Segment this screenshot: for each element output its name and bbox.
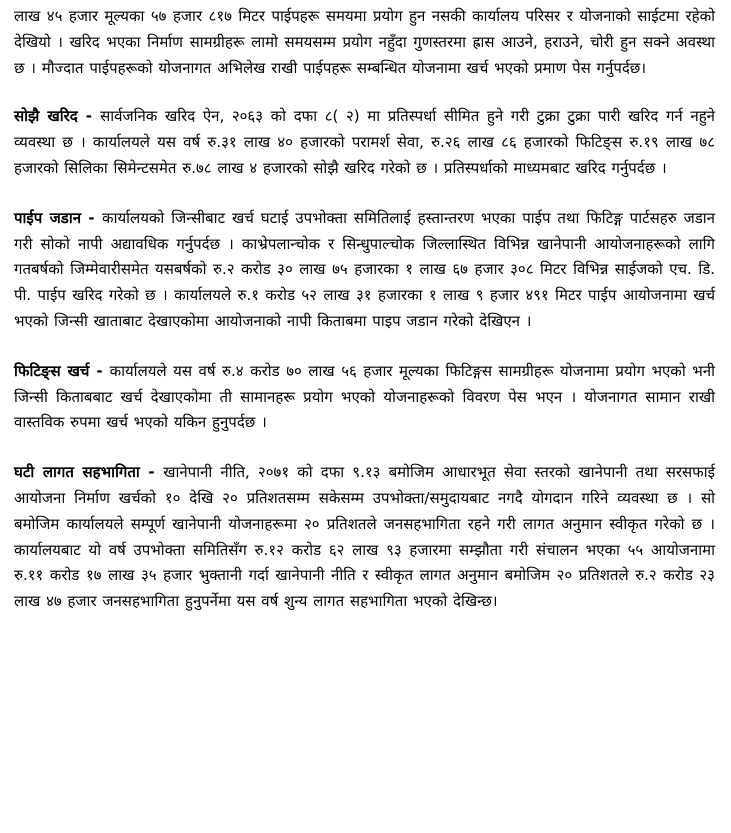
section-heading: सोझै खरिद [14, 107, 78, 126]
paragraph-pipe-inventory [14, 4, 715, 81]
heading-separator: - [89, 361, 110, 380]
heading-separator: - [81, 208, 103, 227]
heading-separator: - [139, 463, 164, 482]
paragraph-pipe-installation [14, 206, 715, 335]
paragraph-fittings-expense [14, 359, 715, 436]
section-heading: घटी लागत सहभागिता [14, 463, 140, 482]
paragraph-text: लाख ४५ हजार मूल्यका ५७ हजार ८१७ मिटर पाईपहरू समयमा प्रयोग हुन नसकी कार्यालय परिसर र योजनाको साईटमा रहेको देखियो । खरिद भएका निर्माण सामग्रीहरू लामो समयसम्म प्रयोग नहुँदा गुणस्तरमा ह्रास आउने, हराउने, चोरी हुन सक्ने अवस्था छ । मौज्दात पाईपहरूको योजनागत अभिलेख राखी पाईपहरू सम्बन्धित योजनामा खर्च भएको प्रमाण पेस गर्नुपर्दछ। [14, 7, 715, 77]
section-heading: फिटिङ्स खर्च [14, 361, 90, 380]
paragraph-text: सार्वजनिक खरिद ऐन, २०६३ को दफा ८( २) मा प्रतिस्पर्धा सीमित हुने गरी टुक्रा टुक्रा पारी खरिद गर्न नहुने व्यवस्था छ । कार्यालयले यस वर्ष रु.३१ लाख ४० हजारको परामर्श सेवा, रु.२६ लाख ८६ हजारको फिटिङ्स रु.१९ लाख ७८ हजारको सिलिका सिमेन्टसमेत रु.७८ लाख ४ हजारको सोझै खरिद गरेको छ । प्रतिस्पर्धाको माध्यमबाट खरिद गर्नुपर्दछ । [14, 107, 715, 177]
paragraph-text: कार्यालयको जिन्सीबाट खर्च घटाई उपभोक्ता समितिलाई हस्तान्तरण भएका पाईप तथा फिटिङ्ग पार्टसहरु जडान गरी सोको नापी अद्यावधिक गर्नुपर्दछ । काभ्रेपलान्चोक र सिन्धुपाल्चोक जिल्लास्थित विभिन्न खानेपानी आयोजनाहरूको लागि गतबर्षको जिम्मेवारीसमेत यसबर्षको रु.२ करोड ३० लाख ७५ हजारका १ लाख ६७ हजार ३०८ मिटर विभिन्न साईजको एच. डि. पी. पाईप खरिद गरेको छ । कार्यालयले रु.१ करोड ५२ लाख ३१ हजारका १ लाख ९ हजार ४९१ मिटर पाईप आयोजनामा खर्च भएको जिन्सी खाताबाट देखाएकोमा आयोजनाको नापी किताबमा पाइप जडान गरेको देखिएन । [14, 208, 715, 330]
section-heading: पाईप जडान [14, 208, 82, 227]
heading-separator: - [77, 107, 101, 126]
paragraph-text: कार्यालयले यस वर्ष रु.४ करोड ७० लाख ५६ हजार मूल्यका फिटिङ्गस सामग्रीहरू योजनामा प्रयोग भएको भनी जिन्सी किताबबाट खर्च देखाएकोमा ती सामानहरू प्रयोग भएको योजनाहरूको विवरण पेस भएन । योजनागत सामान राखी वास्तविक रुपमा खर्च भएको यकिन हुनुपर्दछ । [14, 361, 715, 432]
paragraph-text: खानेपानी नीति, २०७१ को दफा ९.१३ बमोजिम आधारभूत सेवा स्तरको खानेपानी तथा सरसफाई आयोजना निर्माण खर्चको १० देखि २० प्रतिशतसम्म सकेसम्म उपभोक्ता/समुदायबाट नगदै योगदान गरिने व्यवस्था छ । सो बमोजिम कार्यालयले सम्पूर्ण खानेपानी योजनाहरूमा २० प्रतिशतले जनसहभागिता रहने गरी लागत अनुमान स्वीकृत गरेको छ । कार्यालयबाट यो वर्ष उपभोक्ता समितिसँग रु.१२ करोड ६२ लाख ९३ हजारमा सम्झौता गरी संचालन भएका ५५ आयोजनामा रु.११ करोड १७ लाख ३५ हजार भुक्तानी गर्दा खानेपानी नीति र स्वीकृत लागत अनुमान बमोजिम २० प्रतिशतले रु.२ करोड २३ लाख ४७ हजार जनसहभागिता हुनुपर्नेमा यस वर्ष शुन्य लागत सहभागिता भएको देखिन्छ। [14, 463, 715, 611]
paragraph-low-cost-participation [14, 460, 715, 615]
paragraph-direct-purchase [14, 104, 715, 181]
